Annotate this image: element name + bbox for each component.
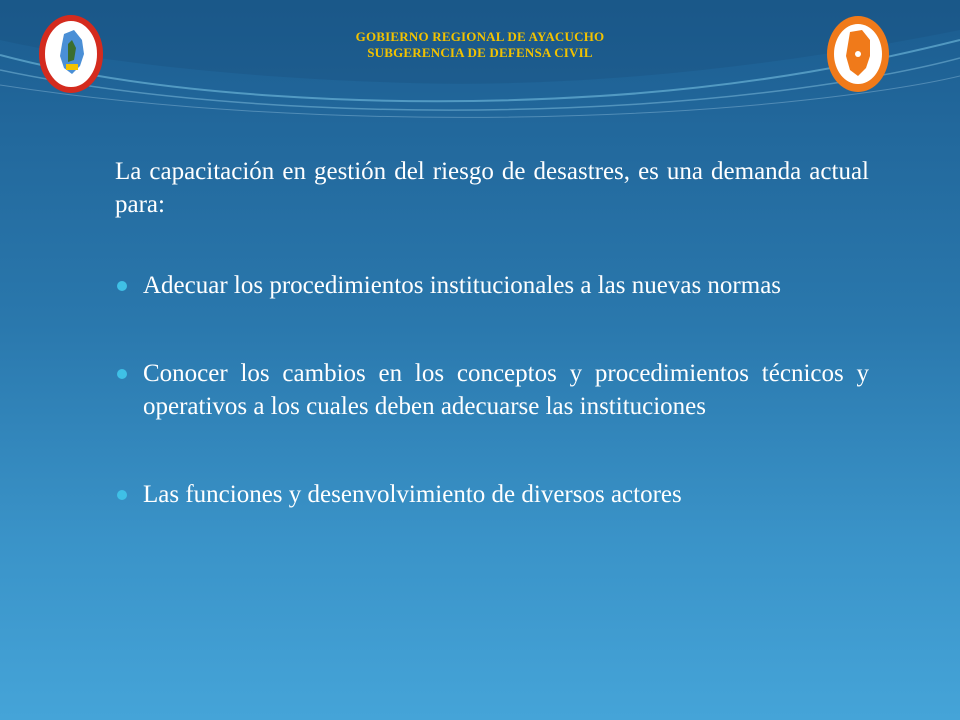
bullet-list xyxy=(115,269,869,511)
bullet-item xyxy=(115,478,869,511)
bullet-text: Adecuar los procedimientos institucionales a las nuevas normas xyxy=(143,272,782,299)
bullet-dot-icon xyxy=(117,490,127,500)
bullet-text: Las funciones y desenvolvimiento de diversos actores xyxy=(143,481,682,508)
bullet-item xyxy=(115,357,869,423)
bullet-dot-icon xyxy=(117,281,127,291)
slide-body xyxy=(115,155,869,511)
bullet-text: Conocer los cambios en los conceptos y procedimientos técnicos y operativos a los cuales deben adecuarse las instituciones xyxy=(143,360,869,420)
bullet-dot-icon xyxy=(117,369,127,379)
header-line-2: SUBGERENCIA DE DEFENSA CIVIL xyxy=(367,45,593,60)
intro-paragraph: La capacitación en gestión del riesgo de desastres, es una demanda actual para: xyxy=(115,158,869,218)
header-line-1: GOBIERNO REGIONAL DE AYACUCHO xyxy=(355,29,605,44)
bullet-item xyxy=(115,269,869,302)
header-title xyxy=(0,29,960,61)
